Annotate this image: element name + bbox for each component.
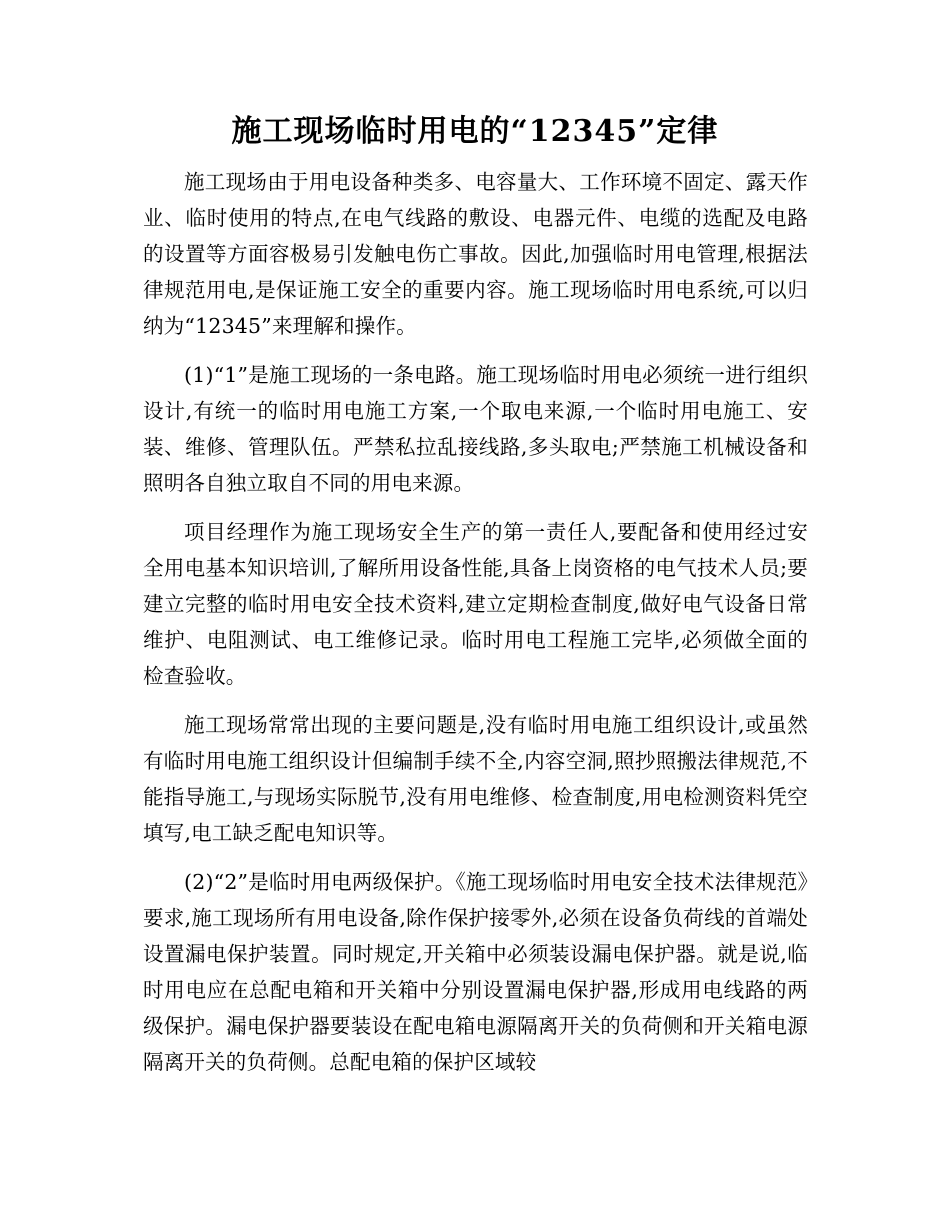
- paragraph-rule-1: (1)“1”是施工现场的一条电路。施工现场临时用电必须统一进行组织设计,有统一的临时用电施工方案,一个取电来源,一个临时用电施工、安装、维修、管理队伍。严禁私拉乱接线路,多头取电;严禁施工机械设备和照明各自独立取自不同的用电来源。: [143, 363, 808, 495]
- paragraph-intro: 施工现场由于用电设备种类多、电容量大、工作环境不固定、露天作业、临时使用的特点,在电气线路的敷设、电器元件、电缆的选配及电路的设置等方面容极易引发触电伤亡事故。因此,加强临时用电管理,根据法律规范用电,是保证施工安全的重要内容。施工现场临时用电系统,可以归纳为“12345”来理解和操作。: [143, 170, 808, 338]
- paragraph-project-manager: 项目经理作为施工现场安全生产的第一责任人,要配备和使用经过安全用电基本知识培训,了解所用设备性能,具备上岗资格的电气技术人员;要建立完整的临时用电安全技术资料,建立定期检查制度,做好电气设备日常维护、电阻测试、电工维修记录。临时用电工程施工完毕,必须做全面的检查验收。: [143, 520, 808, 688]
- paragraph-common-problems: 施工现场常常出现的主要问题是,没有临时用电施工组织设计,或虽然有临时用电施工组织设计但编制手续不全,内容空洞,照抄照搬法律规范,不能指导施工,与现场实际脱节,没有用电维修、检查制度,用电检测资料凭空填写,电工缺乏配电知识等。: [143, 713, 808, 845]
- document-title: 施工现场临时用电的“12345”定律: [231, 114, 719, 149]
- paragraph-rule-2: (2)“2”是临时用电两级保护。《施工现场临时用电安全技术法律规范》要求,施工现场所有用电设备,除作保护接零外,必须在设备负荷线的首端处设置漏电保护装置。同时规定,开关箱中必须装设漏电保护器。就是说,临时用电应在总配电箱和开关箱中分别设置漏电保护器,形成用电线路的两级保护。漏电保护器要装设在配电箱电源隔离开关的负荷侧和开关箱电源隔离开关的负荷侧。总配电箱的保护区域较: [143, 870, 808, 1074]
- document-body: [143, 164, 808, 1093]
